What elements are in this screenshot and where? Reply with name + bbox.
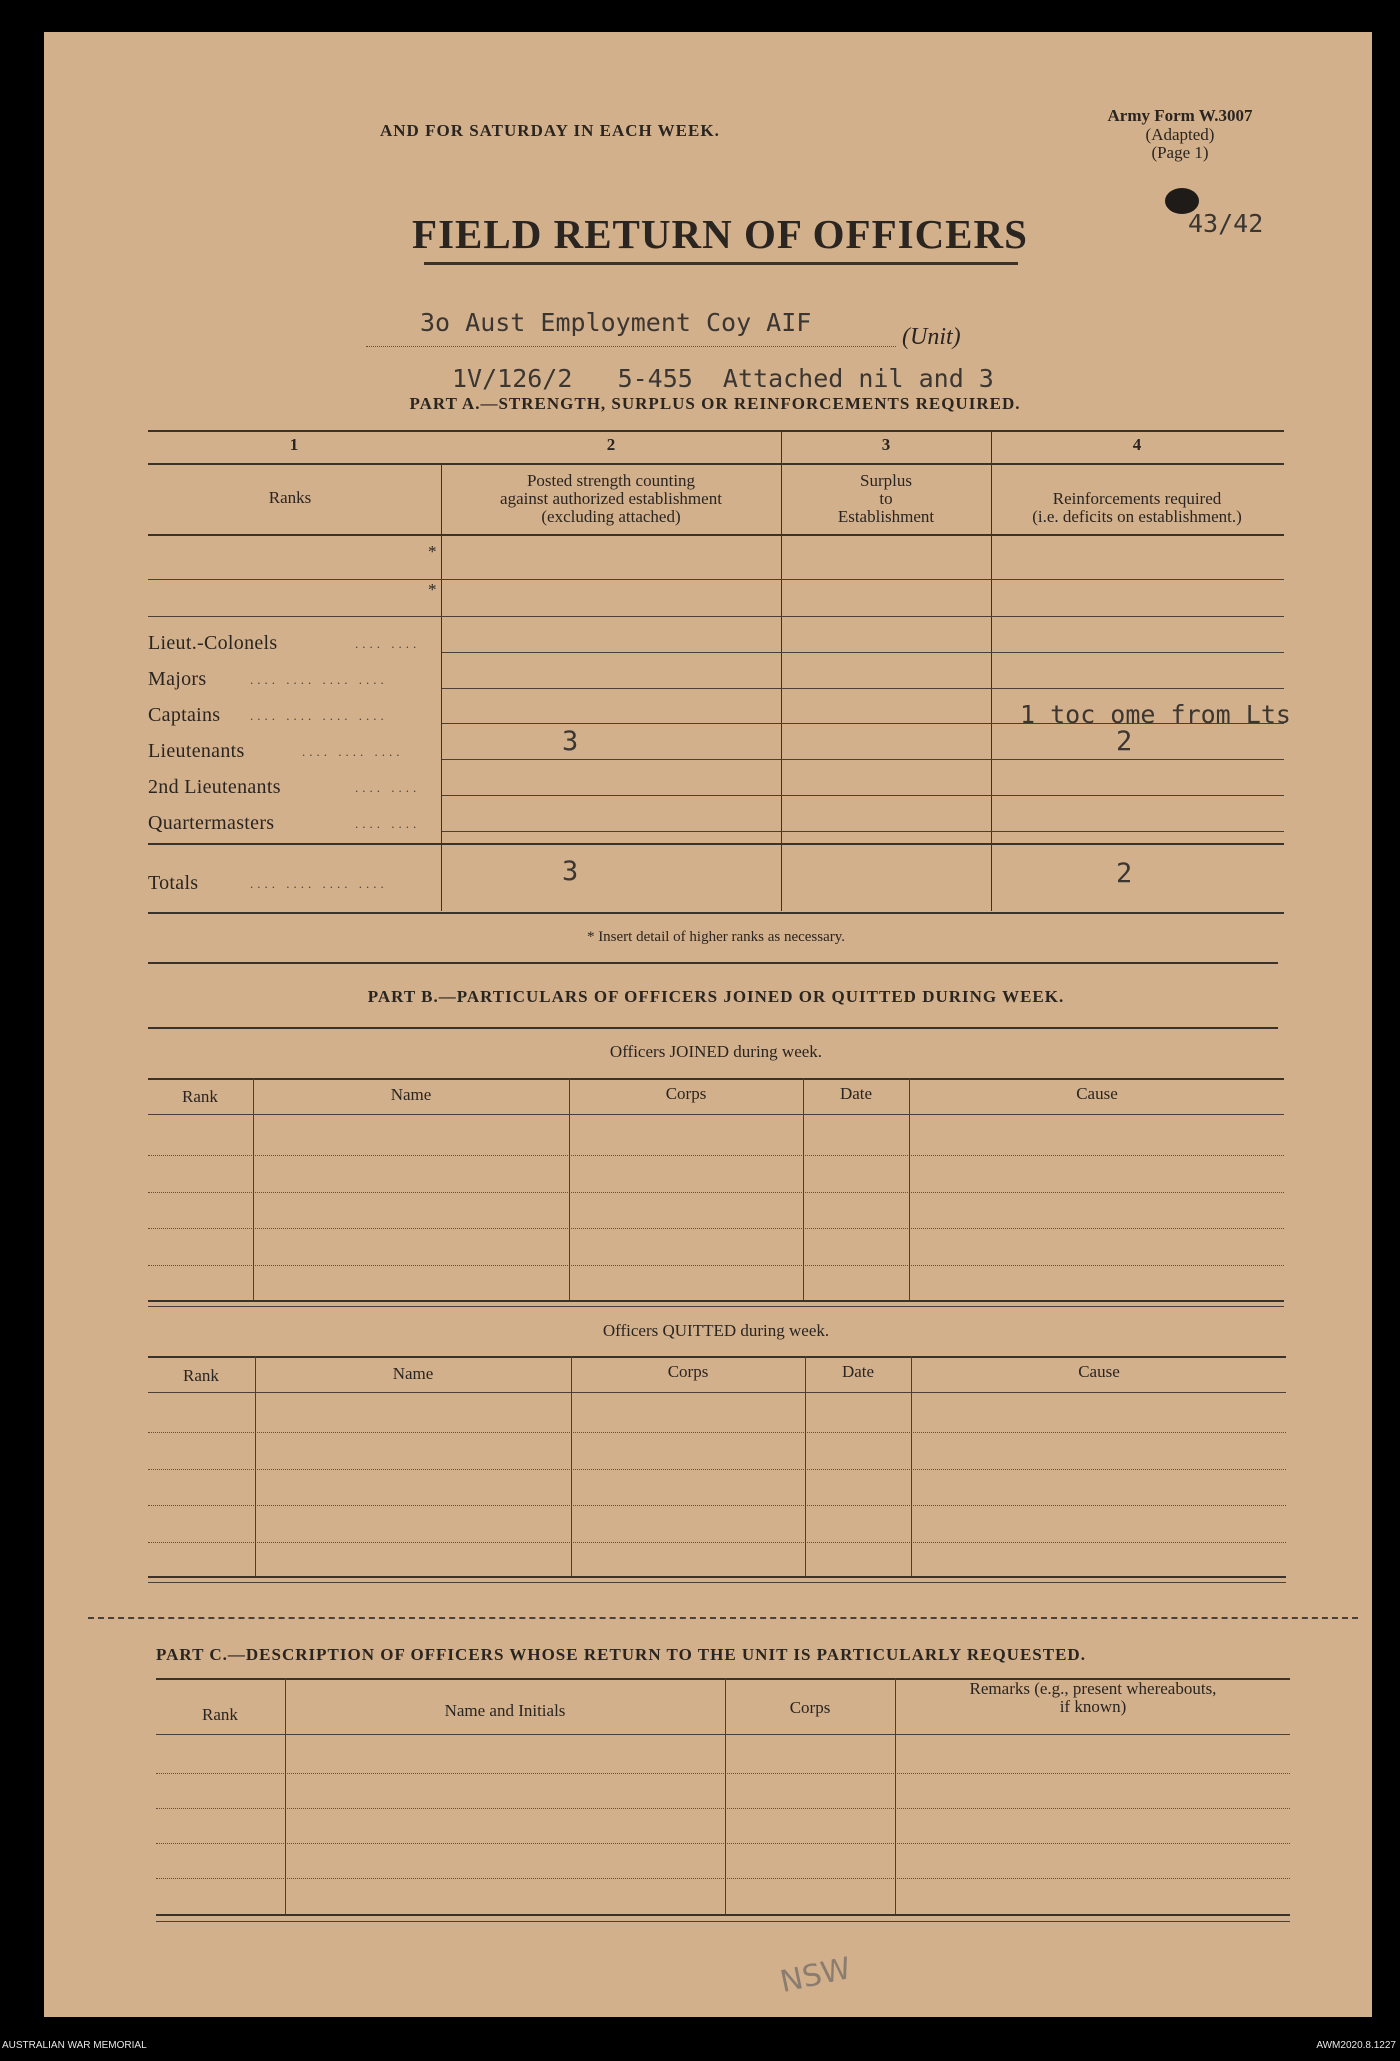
form-page: (Page 1) bbox=[1151, 143, 1209, 162]
part-c-col-rank: Rank bbox=[202, 1705, 238, 1724]
quitted-row-rule bbox=[148, 1542, 1286, 1543]
lieutenants-posted-value: 3 bbox=[562, 726, 579, 757]
row-rule bbox=[148, 616, 1284, 617]
part-c-col-divider bbox=[895, 1678, 896, 1914]
row-rule bbox=[442, 652, 1284, 653]
rank-label-captains: Captains bbox=[148, 704, 221, 726]
col-number-4: 4 bbox=[1132, 435, 1142, 454]
part-c-row-rule bbox=[156, 1843, 1290, 1844]
part-a-col-divider bbox=[991, 430, 992, 911]
quitted-col-date: Date bbox=[841, 1362, 875, 1381]
part-b-title: PART B.—PARTICULARS OF OFFICERS JOINED OR QUITTED DURING WEEK. bbox=[367, 987, 1065, 1006]
rank-label-quartermasters: Quartermasters bbox=[148, 812, 275, 834]
part-a-title: PART A.—STRENGTH, SURPLUS OR REINFORCEMENTS REQUIRED. bbox=[409, 394, 1021, 413]
quitted-col-rank: Rank bbox=[183, 1366, 219, 1385]
quitted-header-rule bbox=[148, 1392, 1286, 1393]
form-title: FIELD RETURN OF OFFICERS bbox=[412, 211, 1028, 257]
joined-table-bottom bbox=[148, 1300, 1284, 1302]
typed-reference-line: 1V/126/2 5-455 Attached nil and 3 bbox=[452, 364, 994, 393]
surplus-header: Surplus to Establishment bbox=[837, 471, 935, 526]
joined-table-top bbox=[148, 1078, 1284, 1080]
unit-value: 3o Aust Employment Coy AIF bbox=[420, 308, 812, 337]
joined-col-cause: Cause bbox=[1076, 1084, 1118, 1103]
quitted-top-double-rule bbox=[148, 1306, 1284, 1307]
captains-note: 1 toc ome from Lts bbox=[1020, 700, 1291, 729]
quitted-col-cause: Cause bbox=[1078, 1362, 1120, 1381]
joined-col-divider bbox=[569, 1078, 570, 1300]
part-b-title-rule bbox=[148, 1027, 1278, 1029]
row-rule bbox=[148, 579, 1284, 580]
posted-strength-header: Posted strength counting against authorized establishment (excluding attached) bbox=[500, 471, 722, 526]
quitted-table-top bbox=[148, 1356, 1286, 1358]
joined-col-name: Name bbox=[390, 1085, 432, 1104]
form-id: Army Form W.3007 bbox=[1107, 106, 1253, 125]
joined-row-rule bbox=[148, 1228, 1284, 1229]
part-a-number-rule bbox=[148, 463, 1284, 465]
part-a-top-rule bbox=[148, 430, 1284, 432]
handwritten-nsw-mark: NSW bbox=[777, 1950, 855, 2001]
footnote: * Insert detail of higher ranks as necessary. bbox=[586, 929, 846, 945]
quitted-col-divider bbox=[571, 1356, 572, 1576]
rank-label-lieut-colonels: Lieut.-Colonels bbox=[148, 632, 278, 654]
ranks-header: Ranks bbox=[268, 488, 312, 507]
asterisk-mark: * bbox=[428, 542, 437, 561]
quitted-col-name: Name bbox=[392, 1364, 434, 1383]
joined-col-divider bbox=[253, 1078, 254, 1300]
part-c-row-rule bbox=[156, 1878, 1290, 1879]
row-rule bbox=[442, 831, 1284, 832]
quitted-row-rule bbox=[148, 1432, 1286, 1433]
saturday-note: AND FOR SATURDAY IN EACH WEEK. bbox=[380, 121, 720, 140]
col-number-2: 2 bbox=[606, 435, 616, 454]
part-c-header-rule bbox=[156, 1734, 1290, 1735]
part-c-table-bottom bbox=[156, 1914, 1290, 1916]
joined-col-divider bbox=[909, 1078, 910, 1300]
lieutenants-reinforcements-value: 2 bbox=[1116, 726, 1133, 757]
quitted-col-divider bbox=[255, 1356, 256, 1576]
perforation-line bbox=[88, 1617, 1358, 1619]
col-number-3: 3 bbox=[881, 435, 891, 454]
quitted-col-divider bbox=[911, 1356, 912, 1576]
rank-label-2nd-lieutenants: 2nd Lieutenants bbox=[148, 776, 281, 798]
unit-dotted-line bbox=[366, 346, 896, 347]
totals-label: Totals bbox=[148, 872, 199, 894]
joined-col-divider bbox=[803, 1078, 804, 1300]
row-rule bbox=[442, 795, 1284, 796]
footer-accession-number: AWM2020.8.1227 bbox=[1316, 2040, 1396, 2051]
reinforcements-header: Reinforcements required (i.e. deficits on establishment.) bbox=[1032, 489, 1242, 526]
joined-col-rank: Rank bbox=[182, 1087, 218, 1106]
rank-label-lieutenants: Lieutenants bbox=[148, 740, 245, 762]
quitted-col-corps: Corps bbox=[667, 1362, 709, 1381]
part-c-col-divider bbox=[725, 1678, 726, 1914]
footer-institution: AUSTRALIAN WAR MEMORIAL bbox=[2, 2040, 147, 2051]
joined-row-rule bbox=[148, 1192, 1284, 1193]
row-rule bbox=[442, 759, 1284, 760]
quitted-table-bottom bbox=[148, 1576, 1286, 1578]
part-c-title: PART C.—DESCRIPTION OF OFFICERS WHOSE RETURN TO THE UNIT IS PARTICULARLY REQUESTED. bbox=[156, 1645, 1086, 1664]
quitted-row-rule bbox=[148, 1505, 1286, 1506]
part-c-col-name: Name and Initials bbox=[444, 1701, 566, 1720]
part-c-col-corps: Corps bbox=[789, 1698, 831, 1717]
rank-label-majors: Majors bbox=[148, 668, 207, 690]
part-a-header-rule bbox=[148, 534, 1284, 536]
joined-title: Officers JOINED during week. bbox=[609, 1042, 823, 1061]
part-c-col-divider bbox=[285, 1678, 286, 1914]
part-c-row-rule bbox=[156, 1808, 1290, 1809]
title-underline bbox=[424, 262, 1018, 265]
totals-reinforcements-value: 2 bbox=[1116, 858, 1133, 889]
quitted-bottom-double-rule bbox=[148, 1582, 1286, 1583]
unit-label: (Unit) bbox=[902, 324, 961, 350]
part-c-bottom-double-rule bbox=[156, 1921, 1290, 1922]
joined-row-rule bbox=[148, 1155, 1284, 1156]
quitted-row-rule bbox=[148, 1469, 1286, 1470]
part-a-totals-rule bbox=[148, 843, 1284, 845]
part-a-col-divider bbox=[781, 430, 782, 911]
form-adapted: (Adapted) bbox=[1145, 125, 1215, 144]
joined-header-rule bbox=[148, 1114, 1284, 1115]
part-a-end-rule bbox=[148, 962, 1278, 964]
col-number-1: 1 bbox=[289, 435, 299, 454]
joined-row-rule bbox=[148, 1265, 1284, 1266]
quitted-col-divider bbox=[805, 1356, 806, 1576]
totals-posted-value: 3 bbox=[562, 856, 579, 887]
joined-col-corps: Corps bbox=[665, 1084, 707, 1103]
part-c-row-rule bbox=[156, 1773, 1290, 1774]
row-rule bbox=[442, 688, 1284, 689]
part-c-col-remarks: Remarks (e.g., present whereabouts, if known) bbox=[969, 1679, 1217, 1716]
part-a-bottom-rule bbox=[148, 912, 1284, 914]
asterisk-mark: * bbox=[428, 580, 437, 599]
quitted-title: Officers QUITTED during week. bbox=[602, 1321, 830, 1340]
joined-col-date: Date bbox=[839, 1084, 873, 1103]
ref-number: 43/42 bbox=[1188, 209, 1264, 238]
